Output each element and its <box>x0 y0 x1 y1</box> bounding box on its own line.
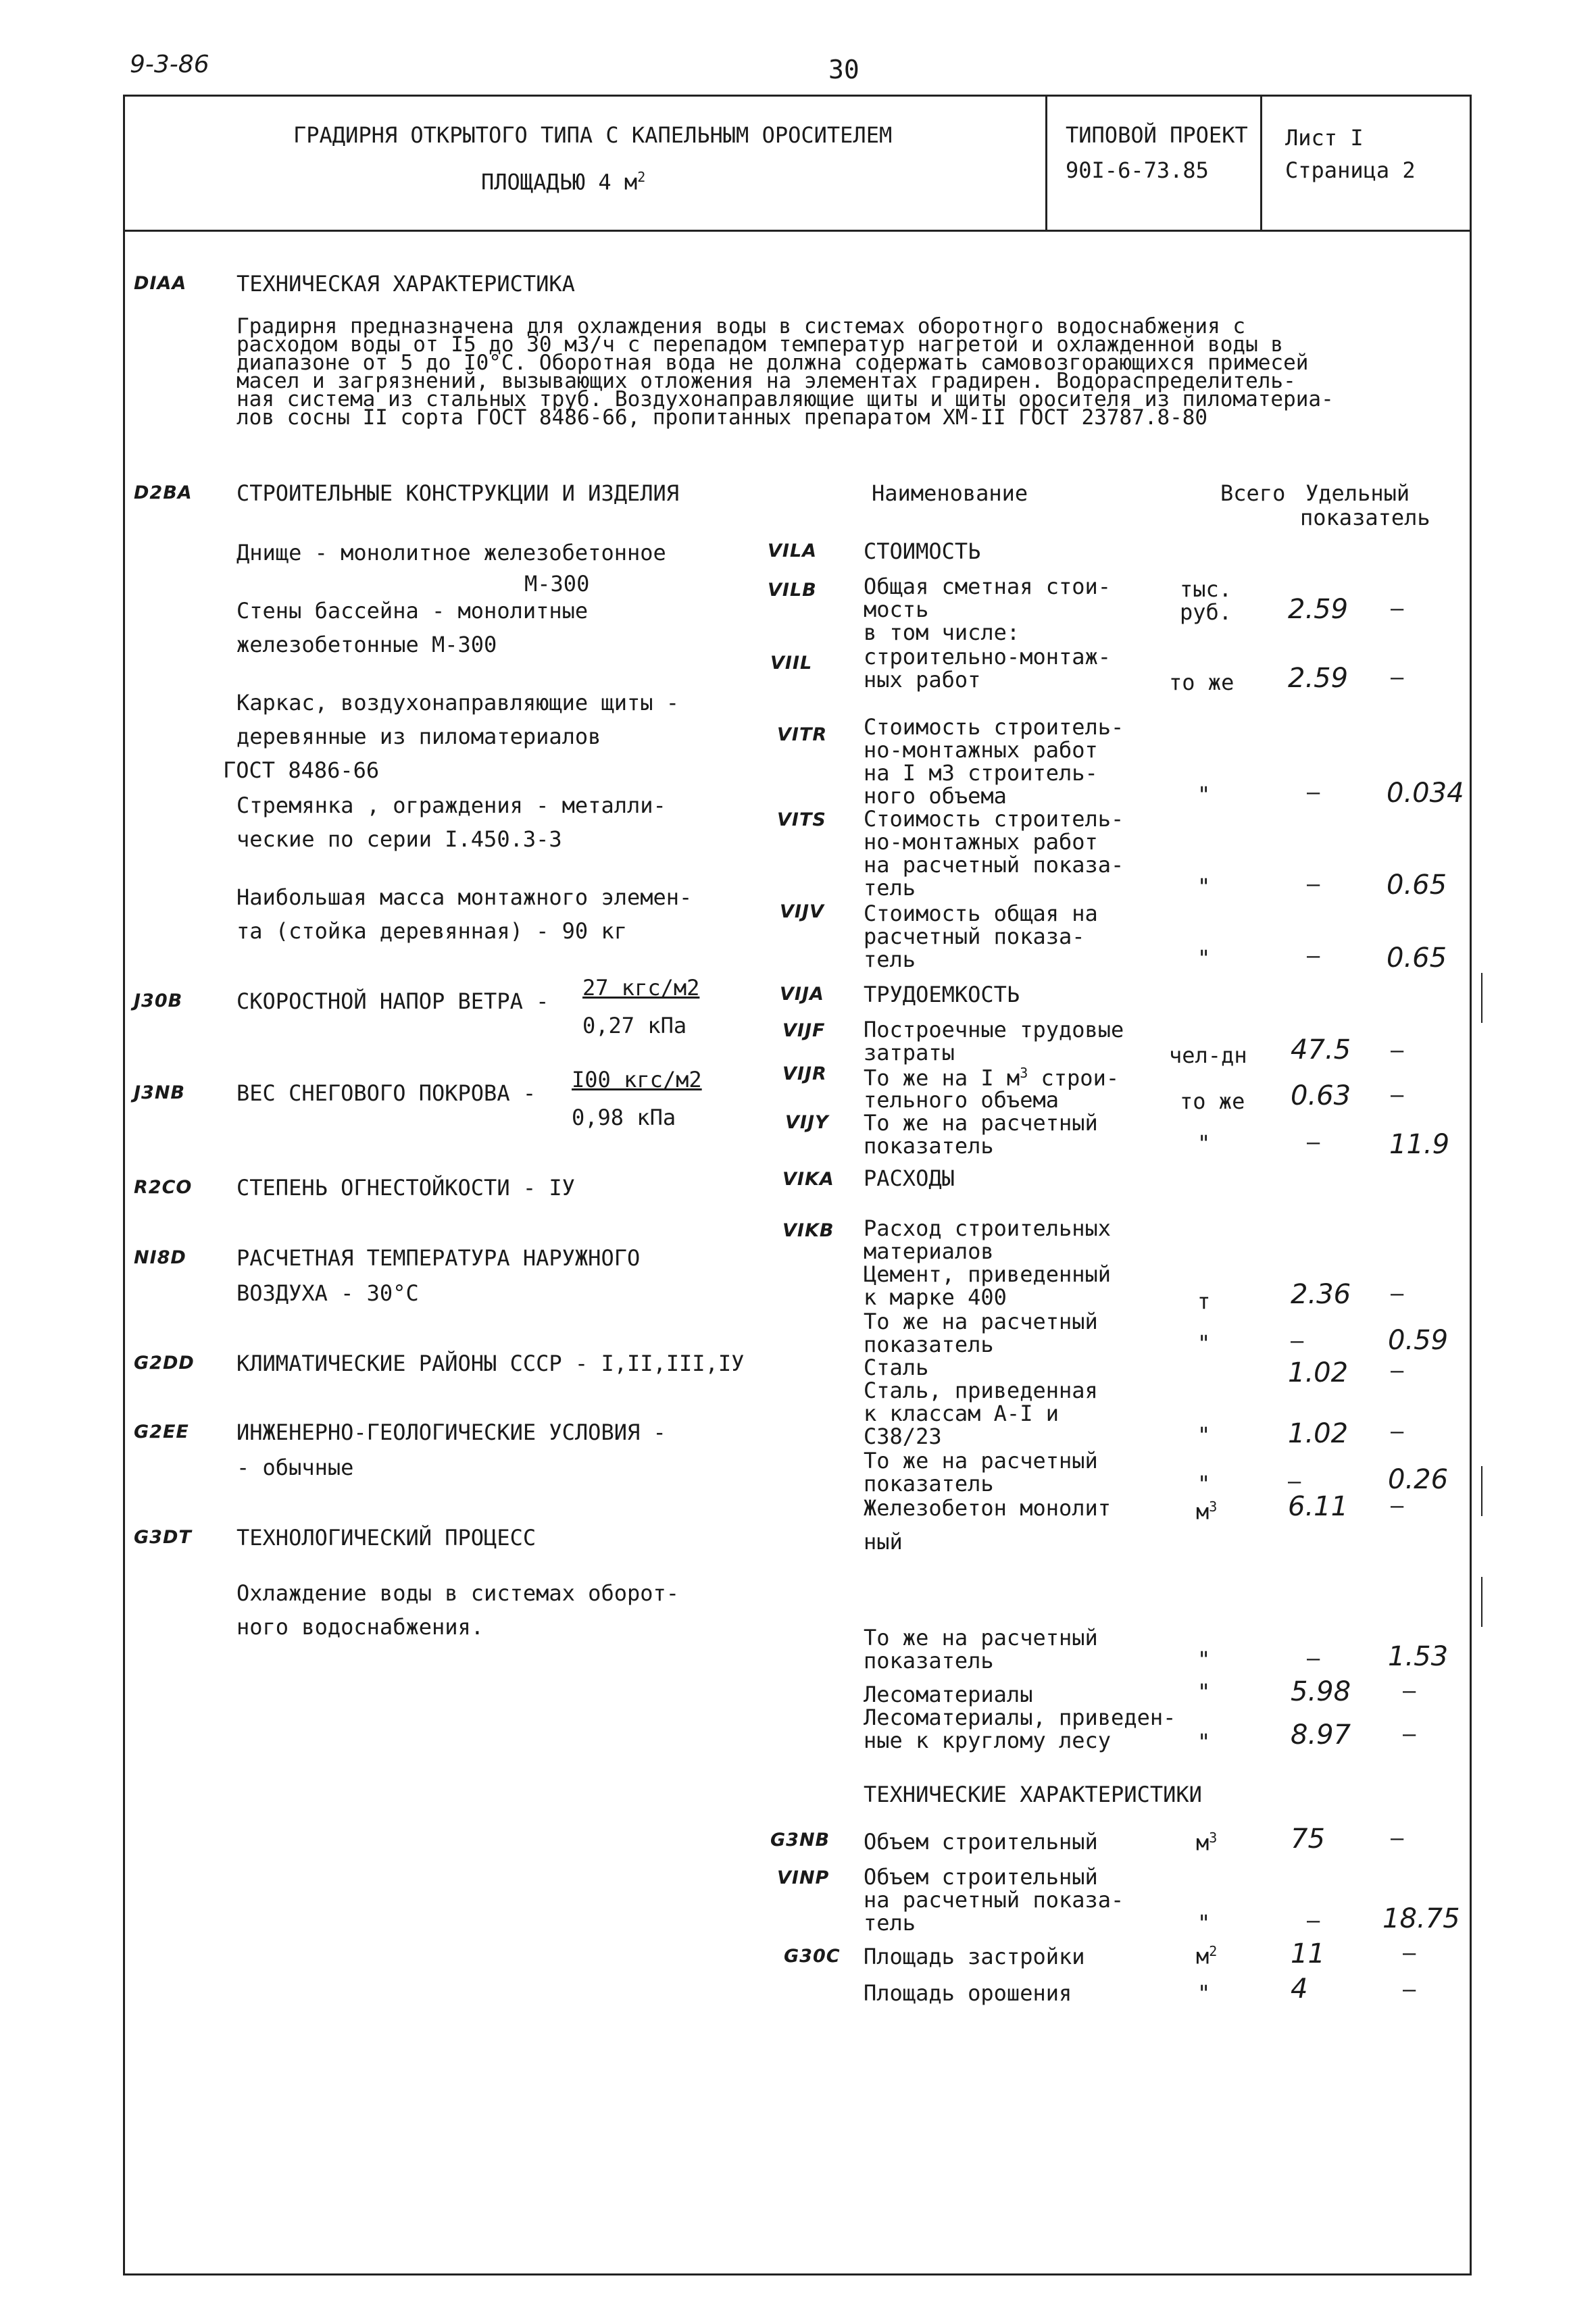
row-name: Расход строительных <box>864 1215 1112 1241</box>
row-unit: руб. <box>1180 599 1232 625</box>
row-code: VITS <box>777 809 826 830</box>
row-total: — <box>1307 871 1320 897</box>
row-total: 1.02 <box>1288 1418 1349 1449</box>
fire-resistance: СТЕПЕНЬ ОГНЕСТОЙКОСТИ - IУ <box>236 1175 575 1201</box>
row-code: VITR <box>777 724 828 745</box>
row-name: Лесоматериалы <box>864 1682 1033 1707</box>
snow-value-si: 0,98 кПа <box>572 1105 676 1130</box>
row-name: показатель <box>864 1471 994 1496</box>
row-code: VIJY <box>785 1112 829 1133</box>
design-temperature: ВОЗДУХА - 30°С <box>236 1280 419 1306</box>
row-total: 11 <box>1291 1938 1325 1969</box>
row-name: Общая сметная стои- <box>864 574 1112 599</box>
snow-value: I00 кгс/м2 <box>572 1067 702 1092</box>
row-specific: — <box>1391 664 1404 690</box>
row-total: 0.63 <box>1291 1080 1351 1111</box>
process-description: Охлаждение воды в системах оборот- <box>236 1580 680 1606</box>
row-unit: " <box>1197 1910 1211 1936</box>
row-name: тельного объема <box>864 1087 1059 1113</box>
process-description: ного водоснабжения. <box>236 1614 484 1640</box>
row-total: 5.98 <box>1291 1676 1351 1707</box>
row-unit: " <box>1197 1679 1211 1705</box>
climate-regions: КЛИМАТИЧЕСКИЕ РАЙОНЫ СССР - I,II,III,IУ <box>236 1351 745 1376</box>
row-code: VIKA <box>782 1169 834 1190</box>
column-header-total: Всего <box>1220 480 1286 506</box>
design-temperature: РАСЧЕТНАЯ ТЕМПЕРАТУРА НАРУЖНОГО <box>236 1245 641 1271</box>
row-name: Цемент, приведенный <box>864 1261 1112 1287</box>
section-code: J3NB <box>134 1082 186 1103</box>
row-name: затраты <box>864 1040 955 1065</box>
row-unit: " <box>1197 1646 1211 1672</box>
section-code: DIAA <box>134 273 187 294</box>
title-line-1: ГРАДИРНЯ ОТКРЫТОГО ТИПА С КАПЕЛЬНЫМ ОРОСИТЕЛЕМ <box>293 122 893 148</box>
row-specific: — <box>1391 1082 1404 1107</box>
row-specific: 1.53 <box>1388 1641 1449 1672</box>
row-unit: " <box>1197 1471 1211 1496</box>
group-heading: ТЕХНИЧЕСКИЕ ХАРАКТЕРИСТИКИ <box>864 1782 1202 1807</box>
row-code: G3NB <box>770 1830 830 1851</box>
construction-line: Каркас, воздухонаправляющие щиты - <box>236 690 680 715</box>
construction-line: деревянные из пиломатериалов <box>236 724 601 749</box>
row-total: — <box>1288 1468 1301 1494</box>
section-code: G2DD <box>134 1353 195 1374</box>
row-unit: " <box>1197 874 1211 899</box>
construction-line: Стремянка , ограждения - металли- <box>236 793 666 818</box>
construction-line: М-300 <box>524 571 590 597</box>
row-code: VILB <box>768 580 817 601</box>
row-specific: — <box>1403 1940 1416 1965</box>
row-unit: то же <box>1180 1088 1245 1114</box>
row-total: 2.59 <box>1288 663 1349 694</box>
section-title: ТЕХНИЧЕСКАЯ ХАРАКТЕРИСТИКА <box>236 271 575 297</box>
row-name: показатель <box>864 1133 994 1159</box>
row-name: материалов <box>864 1238 994 1264</box>
sheet-label: Лист I <box>1285 125 1364 151</box>
row-name: То же на расчетный <box>864 1309 1098 1334</box>
row-unit: $м^2$ <box>1196 1943 1218 1969</box>
construction-line: Стены бассейна - монолитные <box>236 598 589 624</box>
project-label: ТИПОВОЙ ПРОЕКТ <box>1066 122 1248 148</box>
row-total: 47.5 <box>1291 1034 1351 1065</box>
row-name: но-монтажных работ <box>864 737 1098 763</box>
row-name: показатель <box>864 1648 994 1674</box>
row-name: Сталь, приведенная <box>864 1378 1098 1403</box>
constructions-title: СТРОИТЕЛЬНЫЕ КОНСТРУКЦИИ И ИЗДЕЛИЯ <box>236 480 680 506</box>
section-code: R2CO <box>134 1177 193 1198</box>
row-name: ные к круглому лесу <box>864 1728 1112 1753</box>
row-name: ного объема <box>864 783 1007 809</box>
construction-line: ГОСТ 8486-66 <box>223 757 380 783</box>
geology-conditions: - обычные <box>236 1455 354 1480</box>
construction-line: Наибольшая масса монтажного элемен- <box>236 884 693 910</box>
row-name: Объем строительный <box>864 1864 1098 1890</box>
description-paragraph: Градирня предназначена для охлаждения воды в системах оборотного водоснабжения с расходом воды от I5 до 30 м3/ч с перепадом температур нагретой и охлажденной воды в диапазоне от 5 до I0°С. Оборотная вода не должна содержать самовозгорающихся примесей масел и загрязнений, вызывающих отложения на элементах градирен. Водораспределитель- ная система из стальных труб. Воздухонаправляющие щиты и щиты оросителя из пиломатериа- лов сосны II сорта ГОСТ 8486-66, пропитанных препаратом ХМ-II ГОСТ 23787.8-80 <box>236 314 1334 430</box>
row-specific: 18.75 <box>1382 1903 1460 1934</box>
row-specific: 0.26 <box>1388 1464 1449 1495</box>
title-block-separator <box>1260 95 1262 231</box>
row-name: тель <box>864 875 916 901</box>
wind-value: 27 кгс/м2 <box>582 975 700 1001</box>
row-unit: " <box>1197 945 1211 971</box>
row-specific: 0.65 <box>1387 942 1447 974</box>
row-name: То же на расчетный <box>864 1110 1098 1136</box>
row-specific: — <box>1391 1418 1404 1444</box>
row-total: 1.02 <box>1288 1357 1349 1388</box>
row-total: — <box>1307 942 1320 968</box>
snow-label: ВЕС СНЕГОВОГО ПОКРОВА - <box>236 1080 537 1106</box>
row-total: — <box>1307 1129 1320 1155</box>
row-code: VIIL <box>770 653 813 674</box>
row-code: VIKB <box>782 1220 834 1241</box>
page-number: 30 <box>828 55 859 84</box>
wind-label: СКОРОСТНОЙ НАПОР ВЕТРА - <box>236 988 549 1014</box>
row-code: VIJA <box>780 984 824 1005</box>
group-heading: СТОИМОСТЬ <box>864 538 981 564</box>
row-name: но-монтажных работ <box>864 829 1098 855</box>
construction-line: та (стойка деревянная) - 90 кг <box>236 918 627 944</box>
section-code: D2BA <box>134 482 193 503</box>
row-specific: — <box>1391 1037 1404 1063</box>
row-name: Построечные трудовые <box>864 1017 1124 1042</box>
row-specific: — <box>1403 1976 1416 2002</box>
row-name: в том числе: <box>864 620 1020 645</box>
row-unit: чел-дн <box>1169 1042 1247 1068</box>
row-specific: — <box>1391 595 1404 621</box>
row-unit: " <box>1197 1980 1211 2006</box>
row-specific: — <box>1391 1492 1404 1518</box>
row-unit: " <box>1197 1422 1211 1448</box>
row-name: к классам А-I и <box>864 1401 1059 1426</box>
section-code: NI8D <box>134 1247 186 1268</box>
row-name: ных работ <box>864 667 981 693</box>
row-name: С38/23 <box>864 1424 942 1449</box>
ruling-mark <box>1481 1577 1482 1627</box>
column-header-name: Наименование <box>872 480 1028 506</box>
row-total: 8.97 <box>1291 1719 1351 1751</box>
title-block-separator <box>1045 95 1047 231</box>
row-name: Площадь орошения <box>864 1980 1072 2006</box>
row-name: к марке 400 <box>864 1284 1007 1310</box>
row-name: расчетный показа- <box>864 924 1085 949</box>
group-heading: РАСХОДЫ <box>864 1165 955 1191</box>
column-header-specific: показатель <box>1300 505 1430 530</box>
row-unit: тыс. <box>1180 576 1232 602</box>
row-name: ный <box>864 1529 903 1555</box>
row-total: — <box>1307 1907 1320 1933</box>
row-name: Объем строительный <box>864 1829 1098 1855</box>
row-name: строительно-монтаж- <box>864 644 1112 670</box>
row-name: тель <box>864 947 916 972</box>
geology-conditions: ИНЖЕНЕРНО-ГЕОЛОГИЧЕСКИЕ УСЛОВИЯ - <box>236 1419 666 1445</box>
row-name: Стоимость общая на <box>864 901 1098 926</box>
row-name: Железобетон монолит <box>864 1495 1112 1521</box>
row-code: VILA <box>768 540 818 561</box>
row-name: Лесоматериалы, приведен- <box>864 1705 1176 1730</box>
row-specific: — <box>1391 1825 1404 1851</box>
row-name: на расчетный показа- <box>864 1887 1124 1913</box>
row-name: на I м3 строитель- <box>864 760 1098 786</box>
row-name: Стоимость строитель- <box>864 806 1124 832</box>
row-unit: $м^3$ <box>1196 1830 1218 1856</box>
document-code: 9-3-86 <box>130 51 209 78</box>
row-unit: $м^3$ <box>1196 1499 1218 1525</box>
column-header-specific: Удельный <box>1305 480 1410 506</box>
row-unit: " <box>1197 782 1211 807</box>
row-total: 4 <box>1291 1973 1308 2005</box>
row-code: VIJV <box>780 901 824 922</box>
row-total: — <box>1291 1328 1304 1353</box>
row-unit: то же <box>1169 670 1235 695</box>
ruling-mark <box>1481 1466 1482 1516</box>
row-total: — <box>1307 1645 1320 1671</box>
row-specific: — <box>1403 1678 1416 1703</box>
row-name: на расчетный показа- <box>864 852 1124 878</box>
row-total: 2.59 <box>1288 594 1349 625</box>
row-name: Стоимость строитель- <box>864 714 1124 740</box>
row-name: То же на расчетный <box>864 1625 1098 1651</box>
row-unit: т <box>1197 1288 1211 1314</box>
row-code: VINP <box>777 1867 830 1888</box>
section-code: G3DT <box>134 1527 192 1548</box>
row-unit: " <box>1197 1330 1211 1356</box>
row-specific: 11.9 <box>1389 1129 1450 1160</box>
row-code: VIJR <box>782 1063 827 1084</box>
construction-line: железобетонные М-300 <box>236 632 497 657</box>
row-name: тель <box>864 1910 916 1936</box>
construction-line: ческие по серии I.450.3-3 <box>236 826 562 852</box>
row-name: То же на расчетный <box>864 1448 1098 1474</box>
row-total: — <box>1307 779 1320 805</box>
section-code: G2EE <box>134 1422 189 1442</box>
construction-line: Днище - монолитное железобетонное <box>236 540 666 565</box>
row-name: мость <box>864 597 929 622</box>
row-unit: " <box>1197 1729 1211 1755</box>
row-name: Площадь застройки <box>864 1944 1085 1969</box>
row-name: То же на I $м^3$ строи- <box>864 1065 1120 1091</box>
group-heading: ТРУДОЕМКОСТЬ <box>864 982 1020 1007</box>
row-specific: 0.65 <box>1387 870 1447 901</box>
section-code: J30B <box>134 990 183 1011</box>
project-number: 90I-6-73.85 <box>1066 157 1209 183</box>
row-unit: " <box>1197 1130 1211 1156</box>
row-total: 75 <box>1291 1823 1325 1855</box>
row-total: 2.36 <box>1291 1279 1351 1310</box>
ruling-mark <box>1481 973 1482 1023</box>
page-label: Страница 2 <box>1285 157 1416 183</box>
row-specific: 0.59 <box>1388 1325 1449 1356</box>
row-specific: — <box>1391 1280 1404 1306</box>
wind-value-si: 0,27 кПа <box>582 1013 687 1038</box>
row-name: Сталь <box>864 1355 929 1380</box>
title-block-divider <box>123 230 1472 232</box>
row-code: VIJF <box>782 1020 826 1041</box>
row-code: G30C <box>784 1946 841 1967</box>
row-specific: 0.034 <box>1387 778 1464 809</box>
process-title: ТЕХНОЛОГИЧЕСКИЙ ПРОЦЕСС <box>236 1525 537 1551</box>
row-specific: — <box>1391 1357 1404 1383</box>
row-total: 6.11 <box>1288 1491 1349 1522</box>
row-name: показатель <box>864 1332 994 1357</box>
title-line-2: ПЛОЩАДЬЮ 4 $м^2$ <box>481 169 646 195</box>
row-specific: — <box>1403 1721 1416 1746</box>
